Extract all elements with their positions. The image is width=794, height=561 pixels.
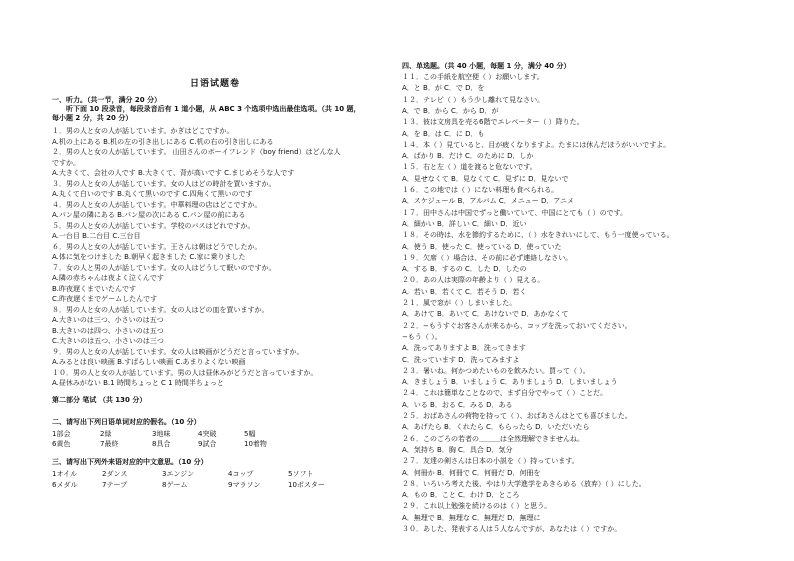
question-line: C.大きいのは五つ、小さいのは三つ bbox=[52, 337, 164, 345]
question-line: A.大きくて、会社の人です B.大きくて、背が高いです C.まじめそうな人です bbox=[52, 169, 295, 177]
question-line: A.隣の赤ちゃんは夜よく泣くんです bbox=[52, 274, 164, 282]
loanword-item: 2ダンス bbox=[102, 470, 128, 478]
question-line: １０．男の人と女の人が話しています。男の人は昼休みがどうだと言っていますか。 bbox=[52, 368, 318, 377]
question-line: ２２．−もうすぐお客さんが来るから、コップを洗っておいてください。 bbox=[402, 321, 632, 330]
question-line: A．若い B．若くて C．若そう D．若く bbox=[402, 287, 527, 296]
question-line: １５．右と左（ ）道を渡ると危ないです。 bbox=[402, 163, 537, 172]
question-line: A．気持ち B．胸 C．具合 D．気分 bbox=[402, 445, 513, 454]
question-line: A．いる B．おる C．みる D．ある bbox=[402, 400, 513, 409]
question-line: ７．女の人と男の人が話しています。女の人はどうして眠いのですか。 bbox=[52, 263, 276, 272]
loanword-item: 7テープ bbox=[102, 481, 128, 489]
question-line: ５．男の人と女の人が話しています。学校のバスはどれですか。 bbox=[52, 221, 255, 230]
section4-heading: 四、单选题。（共 40 小题，每题 1 分，满分 40 分） bbox=[402, 62, 571, 70]
section3-heading: 三、请写出下列外来语对应的中文意思。（10 分） bbox=[52, 458, 208, 466]
question-line: A.昼休みがない B.1 時間ちょっと C 1 時間半ちょっと bbox=[52, 379, 224, 387]
question-line: C．洗っています D．洗ってみますよ bbox=[402, 355, 520, 364]
question-line: １８．その時は、水を節約するために、（ ）水をきれいにして、もう一度使っている。 bbox=[402, 231, 674, 240]
vocab-item: 4突破 bbox=[198, 430, 217, 438]
vocab-item: 7最終 bbox=[100, 440, 119, 448]
question-line: A．何冊か B．何冊で C．何冊だ D．何冊を bbox=[402, 468, 541, 477]
question-line: A.体に気をつけました B.朝早く起きました C.家に乗りました bbox=[52, 253, 246, 261]
vocab-item: 1部会 bbox=[52, 430, 71, 438]
question-line: A．洗ってありますよ B．洗ってきます bbox=[402, 344, 526, 353]
question-line: ２８．いろいろ考えた後、やはり大学進学をあきらめる（放弃）（ ）にした。 bbox=[402, 479, 646, 488]
question-line: A．で B．から C．から D．が bbox=[402, 106, 499, 115]
question-line: ２６．このごろの若者の＿＿＿は全然理解できませんね。 bbox=[402, 434, 584, 443]
question-line: A．ばかり B．だけ C．のために D．しか bbox=[402, 152, 534, 161]
question-line: A．きましょう B．いましょう C．ありましょう D．しまいましょう bbox=[402, 378, 618, 387]
question-line: ３．男の人と女の人が話しています。女の人はどの時計を買いますか。 bbox=[52, 179, 276, 188]
question-line: A.机の上にある B.机の左の引き出しにある C.机の右の引き出しにある bbox=[52, 137, 274, 146]
part2-heading: 第二部分 笔试 （共 130 分） bbox=[52, 396, 147, 404]
question-line: A．見せなくて B．見なくて C．見ずに D．見ないで bbox=[402, 174, 569, 183]
section2-heading: 二、请写出下列日语单词对应的假名。（10 分） bbox=[52, 418, 201, 426]
vocab-item: 9試合 bbox=[198, 440, 217, 448]
question-line: ２．男の人と女の人が話しています。 山田さんのボーイフレンド（boy friend）はどんな人 bbox=[52, 148, 341, 156]
question-line: A．使う B．使った C．使っている D．使っていた bbox=[402, 242, 562, 251]
question-line: B.大きいのは四つ、小さいのは五つ bbox=[52, 326, 164, 335]
page-title: 日语试题卷 bbox=[190, 79, 241, 89]
listening-instruction: 听下面 10 段录音，每段录音后有 1 道小题，从 ABC 3 个选项中选出最佳选项。（共 10 题， bbox=[66, 105, 361, 113]
loanword-item: 5ソフト bbox=[288, 470, 314, 478]
vocab-item: 2緑 bbox=[100, 430, 112, 438]
question-line: ２３．暑いね。何かつめたいものを飲みたい。買って（ ）。 bbox=[402, 366, 590, 375]
question-line: ８．男の人と女の人が話しています。女の人はどの皿を買いますか。 bbox=[52, 305, 269, 314]
question-line: A．と B．が C．で D．を bbox=[402, 84, 485, 93]
loanword-item: 3エンジン bbox=[162, 470, 195, 478]
question-line: １．男の人と女の人が話しています。かぎはどこですか。 bbox=[52, 127, 234, 135]
loanword-item: 1オイル bbox=[52, 470, 78, 478]
listening-instruction-cont: 每小题 2 分，共 20 分） bbox=[52, 114, 133, 122]
question-line: A．する B．するの C．した D．したの bbox=[402, 265, 527, 274]
question-line: ４．男の人と女の人が話しています。中華料理の店はどこですか。 bbox=[52, 200, 262, 209]
loanword-item: 6メダル bbox=[52, 481, 78, 489]
question-line: ２９．これ以上勉強を続けるのは（ ）と思う。 bbox=[402, 502, 552, 511]
question-line: −もう（ ）。 bbox=[402, 332, 442, 341]
question-line: ２４．これは簡単なことなので、まず自分でやって（ ）ことだ。 bbox=[402, 389, 608, 398]
question-line: ２５．おばあさんの荷物を持って（ ）、おばあさんはとても喜びました。 bbox=[402, 412, 632, 420]
question-line: １９．欠席（ ）場合は、その前に必ず連絡しなさい。 bbox=[402, 253, 573, 262]
loanword-item: 10ポスター bbox=[288, 481, 325, 489]
vocab-item: 8具合 bbox=[152, 440, 171, 448]
question-line: １４．本（ ）見ていると、目が疲くなりますよ。たまには休んだほうがいいですよ。 bbox=[402, 140, 671, 149]
question-line: １２．テレビ（ ）もう少し離れて見なさい。 bbox=[402, 95, 545, 104]
question-line: ２０．あの人は実際の年齢より（ ）見える。 bbox=[402, 276, 545, 285]
question-line: A.みるとは良い映画 B.すばらしい映画 C.あまりよくない映画 bbox=[52, 358, 246, 366]
question-line: B.昨夜遅くまでいたんです bbox=[52, 284, 137, 293]
question-line: A．を B．は C．に D．も bbox=[402, 129, 485, 138]
question-line: １３．彼は文房具を売る6階でエレベーター（ ）降りた。 bbox=[402, 118, 584, 127]
question-line: １６．この地では（ ）にない料理も食べられる。 bbox=[402, 186, 559, 194]
question-line: A.丸くて白いのです B.丸くて黒いのです C.四角くて黒いのです bbox=[52, 190, 253, 198]
question-line: ６．男の人と女の人が話しています。王さんは朝はどうでしたか。 bbox=[52, 242, 262, 251]
loanword-item: 4コップ bbox=[228, 470, 254, 478]
vocab-item: 5幅 bbox=[244, 430, 256, 438]
question-line: １１．この手紙を航空便（ ）お願いします。 bbox=[402, 73, 544, 81]
question-line: ２１．風で窓が（ ）しまいました。 bbox=[402, 299, 517, 307]
question-line: １７．田中さんは中国でずっと働いていて、中国にとても（ ）のです。 bbox=[402, 208, 628, 217]
listening-heading: 一、听力。（共一节，满分 20 分） bbox=[52, 96, 162, 104]
question-line: A.一台目 B.二台目 C.三台目 bbox=[52, 232, 141, 240]
vocab-item: 10着物 bbox=[244, 440, 267, 448]
loanword-item: 8ゲーム bbox=[162, 481, 188, 489]
question-line: ２７．友達の剣さんは日本の小説を（ ）持っています。 bbox=[402, 457, 579, 466]
question-line: A．あげたら B．くれたら C．もらったら D．いただいたら bbox=[402, 423, 590, 432]
vocab-item: 3地味 bbox=[152, 430, 171, 438]
question-line: C.昨夜遅くまでゲームしたんです bbox=[52, 295, 158, 303]
question-line: A．スケジュール B．アルバム C．メニュー D．アニメ bbox=[402, 197, 575, 206]
question-line: ３０．あした、発表する人は５人なんですが、あなたは（ ）ですか。 bbox=[402, 525, 622, 533]
question-line: A.大きいのは三つ、小さいのは五つ bbox=[52, 316, 164, 324]
question-line: A．あけて B．あいて C．あけないで D．あかなくて bbox=[402, 310, 569, 319]
question-line: A．細かい B．詳しい C．細い D．近い bbox=[402, 219, 527, 228]
vocab-item: 6黄色 bbox=[52, 440, 71, 448]
question-line: A．無理で B．無理な C．無理だ D．無理に bbox=[402, 513, 541, 522]
question-line: A．もの B．こと C．わけ D．ところ bbox=[402, 491, 520, 500]
loanword-item: 9マラソン bbox=[228, 481, 261, 489]
question-line: ９．男の人と女の人が話しています。女の人は映画がどうだと言っていますか。 bbox=[52, 347, 304, 356]
question-line: A.パン屋の隣にある B.パン屋の次にある C.パン屋の前にある bbox=[52, 211, 246, 219]
question-line: ですか。 bbox=[52, 158, 80, 167]
